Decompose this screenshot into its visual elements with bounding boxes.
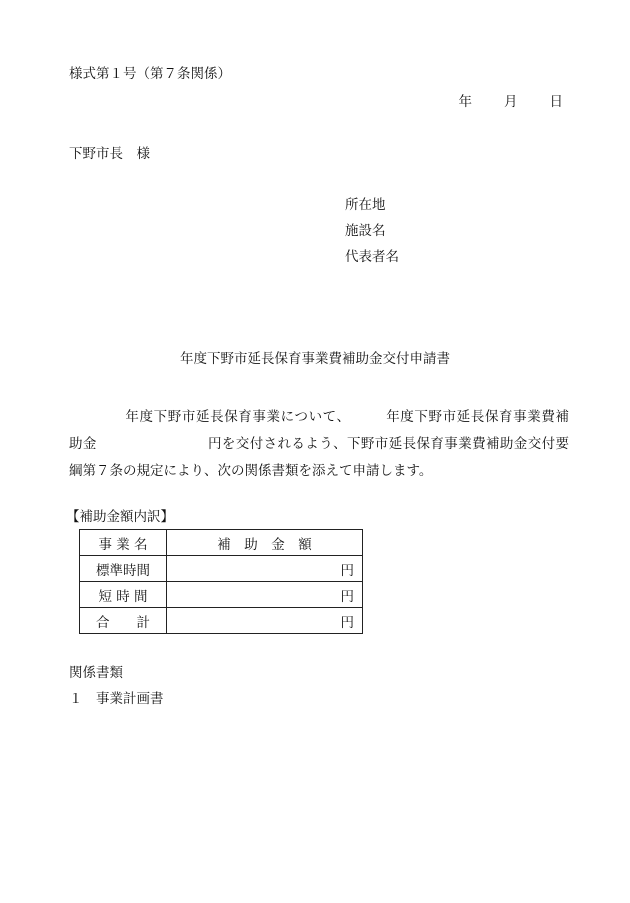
body-line-2: 助金 円を交付されるよう、下野市延長保育事業費補助金交付要	[69, 436, 569, 452]
application-body	[69, 404, 569, 485]
date-line	[459, 96, 564, 110]
row-name: 合 計	[80, 608, 167, 634]
date-month: 月	[504, 94, 518, 110]
header-project-name: 事 業 名	[80, 530, 167, 556]
related-document-item: １ 事業計画書	[69, 691, 164, 707]
date-day: 日	[549, 94, 563, 110]
address-label: 所在地	[345, 197, 386, 213]
row-name: 短 時 間	[80, 582, 167, 608]
related-documents-heading: 関係書類	[69, 665, 123, 681]
breakdown-heading: 【補助金額内訳】	[66, 509, 174, 525]
applicant-block	[345, 199, 399, 277]
representative-label: 代表者名	[345, 249, 399, 265]
row-amount: 円	[167, 608, 363, 634]
body-line-1: 年度下野市延長保育事業について、 年度下野市延長保育事業費補	[69, 409, 569, 425]
table-header-row	[80, 530, 363, 556]
form-number: 様式第１号（第７条関係）	[69, 66, 231, 82]
table-row	[80, 582, 363, 608]
header-amount: 補 助 金 額	[167, 530, 363, 556]
facility-label: 施設名	[345, 223, 386, 239]
breakdown-table	[79, 529, 363, 634]
row-amount: 円	[167, 582, 363, 608]
document-title: 年度下野市延長保育事業費補助金交付申請書	[180, 351, 450, 367]
table-row	[80, 608, 363, 634]
date-year: 年	[458, 94, 472, 110]
row-amount: 円	[167, 556, 363, 582]
table-row	[80, 556, 363, 582]
addressee: 下野市長 様	[69, 146, 150, 162]
body-line-3: 綱第７条の規定により、次の関係書類を添えて申請します。	[69, 463, 433, 479]
row-name: 標準時間	[80, 556, 167, 582]
